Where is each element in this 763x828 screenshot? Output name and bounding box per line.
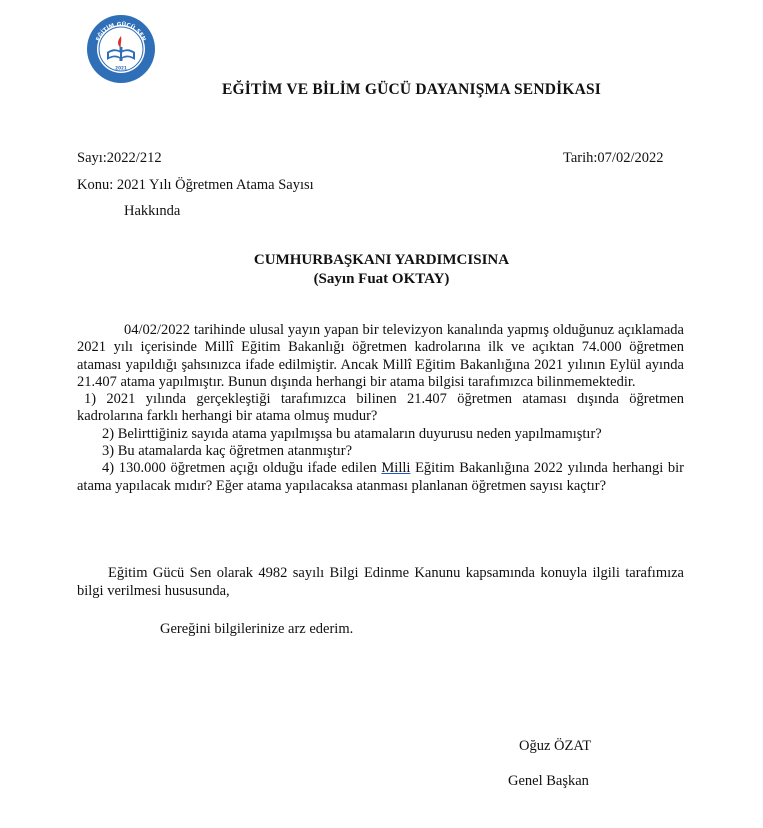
- signatory-title: Genel Başkan: [508, 773, 589, 789]
- intro-paragraph: 04/02/2022 tarihinde ulusal yayın yapan bir televizyon kanalında yapmış olduğunuz açıklamada 2021 yılı içerisinde Millî Eğitim Bakanlığı öğretmen kadrolarına ilk ve açıktan 74.000 öğretmen ataması yapıldığı şahsınızca ifade edilmiştir. Ancak Millî Eğitim Bakanlığına 2021 yılının Eylül ayında 21.407 atama yapılmıştır. Bunun dışında herhangi bir atama bilgisi tarafımızca bilinmemektedir.: [77, 322, 684, 390]
- question-4-part-b: Eğitim Bakanlığına 2022 yılında herhangi bir atama yapılacak mıdır? Eğer atama yapılacaksa atanması planlanan öğretmen sayısı kaçtır?: [77, 460, 684, 494]
- recipient-block: [0, 251, 763, 289]
- closing-formula: Gereğini bilgilerinize arz ederim.: [160, 621, 354, 637]
- logo-year: 2021: [115, 65, 127, 71]
- question-1: 1) 2021 yılında gerçekleştiği tarafımızca bilinen 21.407 öğretmen ataması dışında öğretmen kadrolarına farklı herhangi bir atama olmuş mudur?: [77, 391, 684, 425]
- svg-text:EĞİTİM GÜCÜ SEN: EĞİTİM GÜCÜ SEN: [95, 21, 147, 43]
- document-number: Sayı:2022/212: [77, 150, 162, 166]
- union-logo: [86, 14, 156, 84]
- letter-body: [77, 322, 684, 495]
- document-date: Tarih:07/02/2022: [563, 150, 664, 166]
- question-4: [77, 460, 684, 495]
- question-4-part-a: 4) 130.000 öğretmen açığı olduğu ifade edilen: [102, 460, 382, 477]
- closing-paragraph: Eğitim Gücü Sen olarak 4982 sayılı Bilgi Edinme Kanunu kapsamında konuyla ilgili tarafımıza bilgi verilmesi hususunda,: [77, 565, 684, 599]
- document-subject: Konu: 2021 Yılı Öğretmen Atama Sayısı: [77, 177, 314, 193]
- recipient-title: CUMHURBAŞKANI YARDIMCISINA: [253, 252, 510, 268]
- organization-title: EĞİTİM VE BİLİM GÜCÜ DAYANIŞMA SENDİKASI: [221, 81, 602, 98]
- recipient-name: (Sayın Fuat OKTAY): [313, 271, 450, 287]
- signatory-name: Oğuz ÖZAT: [519, 738, 592, 754]
- question-3: 3) Bu atamalarda kaç öğretmen atanmıştır?: [102, 443, 353, 460]
- question-2: 2) Belirttiğiniz sayıda atama yapılmışsa bu atamaların duyurusu neden yapılmamıştır?: [102, 425, 602, 442]
- subject-continuation: Hakkında: [124, 203, 181, 219]
- question-4-milli: Milli: [381, 460, 411, 477]
